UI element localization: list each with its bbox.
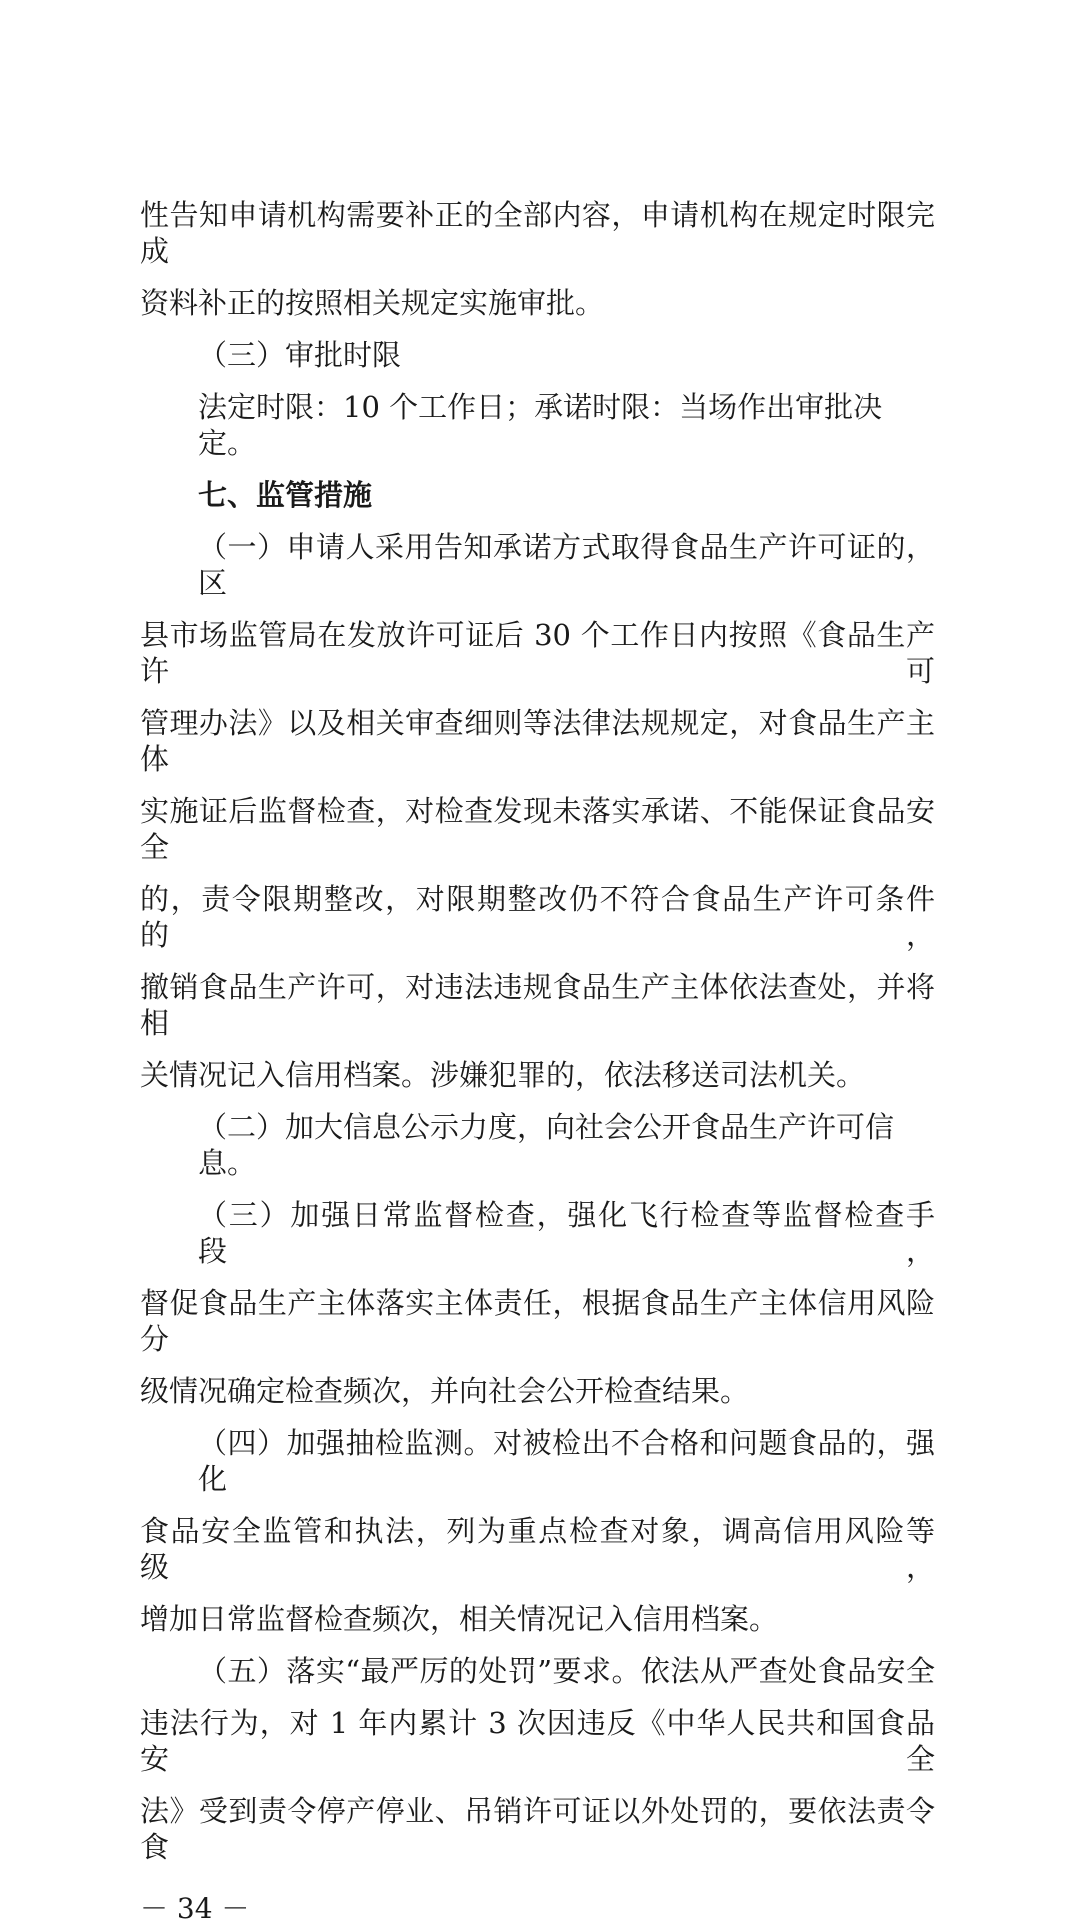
paragraph-line: 法定时限：10 个工作日；承诺时限：当场作出审批决定。 [198,390,883,460]
paragraph-line: 关情况记入信用档案。涉嫌犯罪的，依法移送司法机关。 [140,1058,866,1092]
paragraph-line: 管理办法》以及相关审查细则等法律法规规定，对食品生产主体 [140,706,935,776]
paragraph-line: 性告知申请机构需要补正的全部内容，申请机构在规定时限完成 [140,198,935,268]
paragraph-line: 督促食品生产主体落实主体责任，根据食品生产主体信用风险分 [140,1286,935,1356]
paragraph-line: 违法行为，对 1 年内累计 3 次因违反《中华人民共和国食品安全 [140,1706,935,1776]
paragraph-line: 增加日常监督检查频次，相关情况记入信用档案。 [140,1602,779,1636]
document-page [140,0,935,1927]
paragraph-line: （一）申请人采用告知承诺方式取得食品生产许可证的，区 [198,530,935,600]
paragraph-line: 法》受到责令停产停业、吊销许可证以外处罚的，要依法责令食 [140,1794,935,1864]
paragraph-line: 的，责令限期整改，对限期整改仍不符合食品生产许可条件的， [140,882,935,952]
paragraph-line: 资料补正的按照相关规定实施审批。 [140,286,605,320]
paragraph-line: 撤销食品生产许可，对违法违规食品生产主体依法查处，并将相 [140,970,935,1040]
paragraph-line: 县市场监管局在发放许可证后 30 个工作日内按照《食品生产许可 [140,618,935,688]
subheading: （三）审批时限 [198,338,402,372]
section-heading: 七、监管措施 [198,478,373,512]
paragraph-line: 实施证后监督检查，对检查发现未落实承诺、不能保证食品安全 [140,794,935,864]
paragraph-line: 食品安全监管和执法，列为重点检查对象，调高信用风险等级， [140,1514,935,1584]
paragraph-line: （五）落实“最严厉的处罚”要求。依法从严查处食品安全 [198,1654,935,1688]
paragraph-line: （三）加强日常监督检查，强化飞行检查等监督检查手段， [198,1198,935,1268]
page-number: － 34 － [140,1892,250,1925]
paragraph-line: 级情况确定检查频次，并向社会公开检查结果。 [140,1374,750,1408]
paragraph-line: （四）加强抽检监测。对被检出不合格和问题食品的，强化 [198,1426,935,1496]
paragraph-line: （二）加大信息公示力度，向社会公开食品生产许可信息。 [198,1110,895,1180]
